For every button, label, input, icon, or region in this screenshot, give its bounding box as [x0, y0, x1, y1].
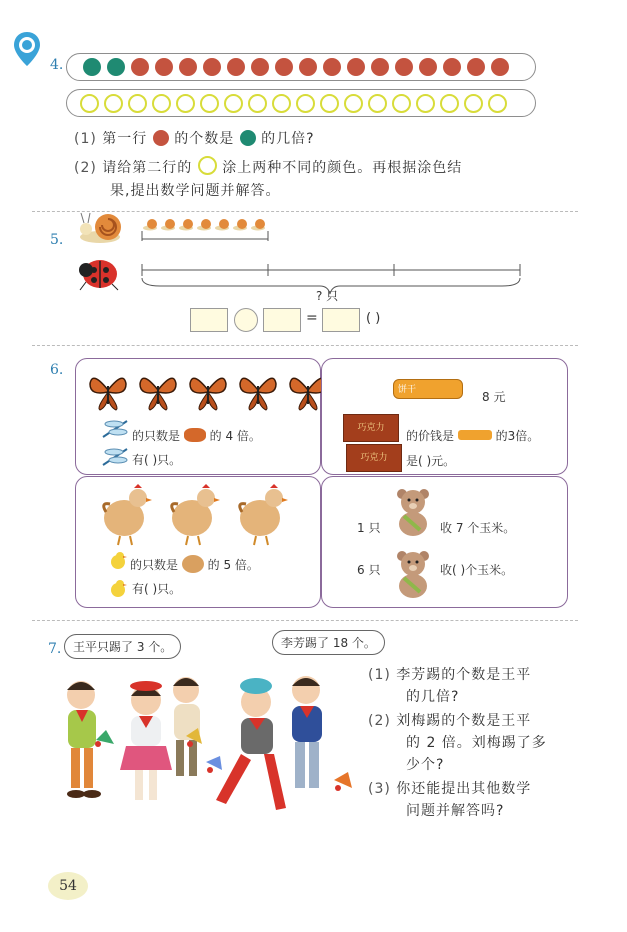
panel-bears: [321, 476, 568, 608]
bear-icon: [394, 545, 432, 601]
yellow-ring[interactable]: [368, 94, 387, 113]
red-bead: [155, 58, 173, 76]
red-bead: [131, 58, 149, 76]
divider: [32, 620, 578, 621]
chick-icon: [108, 550, 128, 570]
yellow-ring[interactable]: [416, 94, 435, 113]
hen-icon: [100, 482, 152, 546]
biscuit-small-icon: [458, 430, 492, 440]
butterfly-small-icon: [184, 428, 206, 442]
p4-line2a: 6 只: [357, 563, 381, 577]
chick-icon: [108, 578, 128, 598]
yellow-ring[interactable]: [200, 94, 219, 113]
yellow-ring[interactable]: [224, 94, 243, 113]
biscuit-bar-label: 饼干: [398, 385, 417, 395]
red-bead: [251, 58, 269, 76]
chocolate-box-icon: [343, 414, 399, 442]
brace-label: ? 只: [316, 289, 339, 303]
p1-line1-text: 的只数是: [132, 429, 181, 443]
hen-icon: [236, 482, 288, 546]
small-segment: [140, 229, 270, 243]
p4-line2b: 收( )个玉米。: [440, 563, 514, 577]
q7-item-2-line2: 的 2 倍。刘梅踢了多: [406, 735, 547, 751]
red-bead: [491, 58, 509, 76]
hen-icon: [168, 482, 220, 546]
red-bead: [347, 58, 365, 76]
hen-small-icon: [182, 555, 204, 573]
green-bead: [107, 58, 125, 76]
divider: [32, 345, 578, 346]
p3-line1-text: 的只数是: [130, 558, 179, 572]
question-7-number: 7.: [48, 641, 62, 657]
p1-line2: 有( )只。: [132, 453, 182, 467]
location-pin-icon: [12, 30, 42, 68]
speech-bubble-wangping: 王平只踢了 3 个。: [64, 634, 181, 659]
butterfly-icon: [88, 370, 128, 412]
red-bead: [419, 58, 437, 76]
yellow-ring[interactable]: [152, 94, 171, 113]
q7-item-2-line1: 刘梅踢的个数是王平: [396, 713, 532, 729]
p4-line1b: 收 7 个玉米。: [440, 521, 516, 535]
q7-item-2-num: (2): [368, 713, 391, 729]
chocolate-label: 巧克力: [357, 423, 385, 433]
q4-sub2: [74, 156, 462, 177]
p3-line2: 有( )只。: [132, 582, 182, 596]
yellow-ring[interactable]: [296, 94, 315, 113]
speech-bubble-lifang: 李芳踢了 18 个。: [272, 630, 385, 655]
dragonfly-icon: [100, 418, 130, 440]
yellow-ring[interactable]: [464, 94, 483, 113]
ladybug-icon: [76, 252, 122, 292]
hen-group: [100, 482, 288, 546]
yellow-ring[interactable]: [128, 94, 147, 113]
q7-item-3: [368, 778, 531, 822]
snail-icon: [78, 207, 128, 247]
green-bead: [83, 58, 101, 76]
q7-item-3-line1: 你还能提出其他数学: [396, 781, 532, 797]
yellow-ring[interactable]: [392, 94, 411, 113]
q7-item-1-num: (1): [368, 667, 391, 683]
yellow-ring[interactable]: [176, 94, 195, 113]
butterfly-icon: [238, 370, 278, 412]
yellow-ring-icon: [198, 156, 217, 175]
yellow-ring[interactable]: [80, 94, 99, 113]
biscuit-bar-icon: [393, 379, 463, 399]
red-bead: [395, 58, 413, 76]
yellow-ring[interactable]: [248, 94, 267, 113]
q7-item-1: [368, 664, 531, 708]
equals-sign: =: [306, 310, 318, 326]
unit-paren: ( ): [366, 311, 381, 326]
p2-line1: [406, 427, 539, 444]
q7-item-3-line2: 问题并解答吗?: [406, 803, 505, 819]
question-6-number: 6.: [50, 362, 64, 378]
butterfly-icon: [188, 370, 228, 412]
q4-sub1-text2: 的个数是: [174, 131, 235, 147]
dragonfly-icon: [100, 446, 130, 468]
q7-item-1-line2: 的几倍?: [406, 689, 460, 705]
yellow-ring[interactable]: [272, 94, 291, 113]
q7-item-1-line1: 李芳踢的个数是王平: [396, 667, 532, 683]
butterfly-group: [88, 370, 328, 412]
chocolate-box-icon: [346, 444, 402, 472]
answer-box-3[interactable]: [322, 308, 360, 332]
q4-sub1-text3: 的几倍?: [261, 131, 315, 147]
p3-line1: [130, 555, 259, 573]
q4-sub2-line1b: 涂上两种不同的颜色。再根据涂色结: [222, 160, 463, 176]
red-bead: [275, 58, 293, 76]
q4-sub2-line1a: 请给第二行的: [102, 160, 193, 176]
yellow-ring[interactable]: [104, 94, 123, 113]
yellow-ring[interactable]: [488, 94, 507, 113]
butterfly-icon: [138, 370, 178, 412]
red-bead: [323, 58, 341, 76]
yellow-ring[interactable]: [320, 94, 339, 113]
p2-line2: 是( )元。: [406, 454, 456, 468]
red-bead: [299, 58, 317, 76]
red-bead: [443, 58, 461, 76]
p3-line1b-text: 的 5 倍。: [207, 558, 259, 572]
p1-line1b-text: 的 4 倍。: [209, 429, 261, 443]
red-bead: [227, 58, 245, 76]
red-bead: [371, 58, 389, 76]
q4-sub1-text1: 第一行: [102, 131, 148, 147]
p4-line1a: 1 只: [357, 521, 381, 535]
red-bead: [467, 58, 485, 76]
red-bead: [179, 58, 197, 76]
question-5-number: 5.: [50, 232, 64, 248]
answer-box-1[interactable]: [190, 308, 228, 332]
bear-icon: [394, 486, 432, 536]
p1-line1: [132, 427, 261, 444]
q4-sub2-line2: 果,提出数学问题并解答。: [110, 183, 281, 199]
answer-box-2[interactable]: [263, 308, 301, 332]
q4-sub1: [74, 128, 315, 148]
q7-item-2: [368, 710, 547, 776]
p2-line1-text: 的价钱是: [406, 429, 455, 443]
yellow-ring[interactable]: [440, 94, 459, 113]
p2-line1b-text: 的3倍。: [495, 429, 540, 443]
q7-item-3-num: (3): [368, 781, 391, 797]
red-bead-icon: [153, 130, 169, 146]
q4-sub2-num: (2): [74, 160, 97, 176]
question-4-number: 4.: [50, 57, 64, 73]
bead-row-2: [66, 89, 536, 117]
page-number: 54: [48, 872, 88, 900]
chocolate-label: 巧克力: [360, 453, 388, 463]
children-playing-illustration: [36, 660, 366, 840]
bead-row-1: [66, 53, 536, 81]
red-bead: [203, 58, 221, 76]
p2-price: 8 元: [482, 390, 506, 404]
green-bead-icon: [240, 130, 256, 146]
q7-item-2-line3: 少个?: [406, 757, 445, 773]
q4-sub1-num: (1): [74, 131, 97, 147]
yellow-ring[interactable]: [344, 94, 363, 113]
operator-circle[interactable]: [234, 308, 258, 332]
